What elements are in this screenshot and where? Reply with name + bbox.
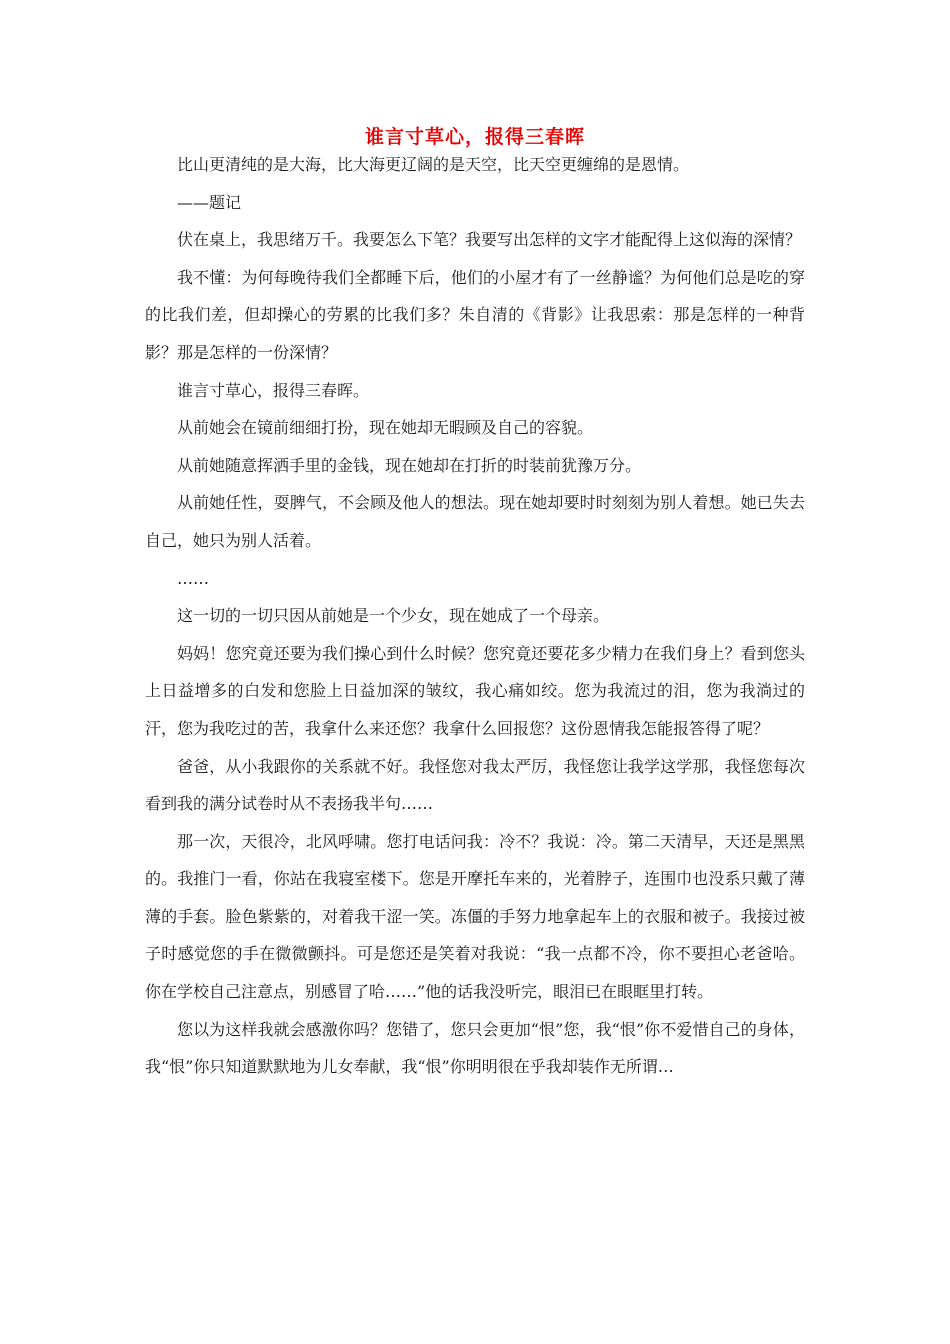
- paragraph: 这一切的一切只因从前她是一个少女，现在她成了一个母亲。: [177, 606, 610, 626]
- paragraph: 妈妈！您究竟还要为我们操心到什么时候？您究竟还要花多少精力在我们身上？看到您头上日益增多的白发和您脸上日益加深的皱纹，我心痛如绞。您为我流过的泪，您为我淌过的汗，您为我吃过的苦，我拿什么来还您？我拿什么回报您？这份恩情我怎能报答得了呢？: [145, 643, 805, 738]
- paragraph: 从前她随意挥洒手里的金钱，现在她却在打折的时装前犹豫万分。: [177, 455, 642, 475]
- paragraph: 爸爸，从小我跟你的关系就不好。我怪您对我太严厉，我怪您让我学这学那，我怪您每次看到我的满分试卷时从不表扬我半句……: [145, 756, 805, 814]
- ellipsis-line: ……: [177, 568, 209, 588]
- paragraph: 您以为这样我就会感激你吗？您错了，您只会更加“恨”您，我“恨”你不爱惜自己的身体，我“恨”你只知道默默地为儿女奉献，我“恨”你明明很在乎我却装作无所谓…: [145, 1019, 805, 1077]
- document-body: [145, 120, 805, 1086]
- epigraph-text: 比山更清纯的是大海，比大海更辽阔的是天空，比天空更缠绵的是恩情。: [177, 155, 690, 174]
- paragraph: 伏在桌上，我思绪万千。我要怎么下笔？我要写出怎样的文字才能配得上这似海的深情？: [177, 230, 802, 250]
- paragraph: 谁言寸草心，报得三春晖。: [177, 380, 370, 400]
- paragraph: 从前她任性，耍脾气，不会顾及他人的想法。现在她却要时时刻刻为别人着想。她已失去自己，她只为别人活着。: [145, 493, 805, 550]
- paragraph: 我不懂：为何每晚待我们全都睡下后，他们的小屋才有了一丝静谧？为何他们总是吃的穿的比我们差，但却操心的劳累的比我们多？朱自清的《背影》让我思索：那是怎样的一种背影？那是怎样的一份深情？: [145, 267, 805, 362]
- document-title: 谁言寸草心，报得三春晖: [364, 126, 585, 148]
- paragraph: 那一次，天很冷，北风呼啸。您打电话问我：冷不？我说：冷。第二天清早，天还是黑黑的。我推门一看，你站在我寝室楼下。您是开摩托车来的，光着脖子，连围巾也没系只戴了薄薄的手套。脸色紫紫的，对着我干涩一笑。冻僵的手努力地拿起车上的衣服和被子。我接过被子时感觉您的手在微微颤抖。可是您还是笑着对我说：“我一点都不冷，你不要担心老爸哈。你在学校自己注意点，别感冒了哈……”他的话我没听完，眼泪已在眼眶里打转。: [145, 831, 805, 1002]
- paragraph: 从前她会在镜前细细打扮，现在她却无暇顾及自己的容貌。: [177, 418, 594, 438]
- epigraph-attribution: ——题记: [177, 192, 242, 212]
